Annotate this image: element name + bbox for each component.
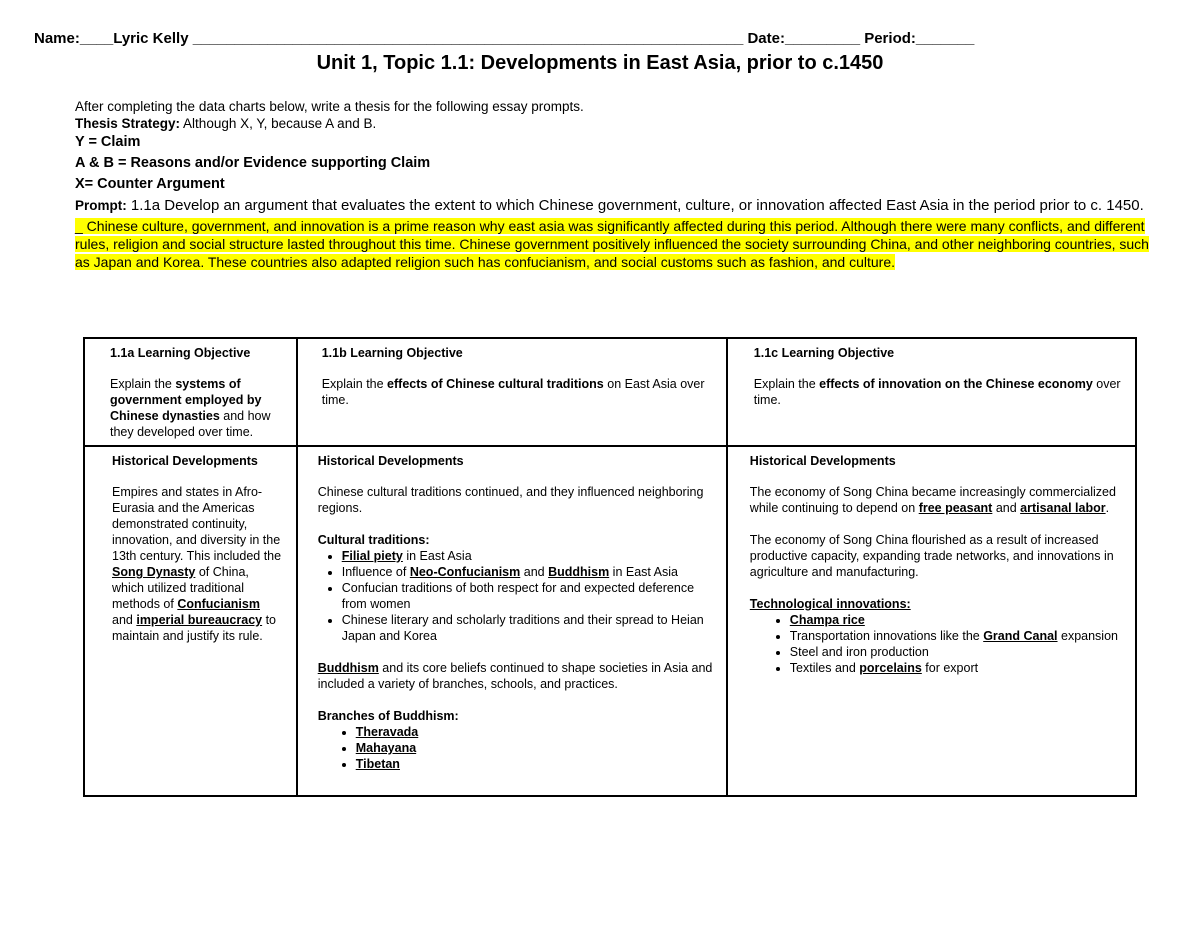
key-term: Buddhism: [317, 661, 379, 675]
list-item: • Theravada: [356, 724, 714, 740]
list-item: [790, 660, 1123, 676]
objective-key-phrase: effects of innovation on the Chinese economy: [819, 377, 1093, 391]
list-item: [342, 564, 714, 580]
text-part: Transportation innovations like the: [789, 629, 984, 643]
text-part: for export: [921, 661, 979, 675]
economy-growth-paragraph: The economy of Song China flourished as a result of increased productive capacity, expanding trade networks, and innovations in agriculture and manufacturing.: [749, 533, 1114, 579]
objective-text-part: on East Asia over time.: [321, 377, 705, 407]
branches-list: [318, 724, 714, 772]
objective-key-phrase: systems of government employed by Chinese dynasties: [110, 377, 262, 423]
text-part: Textiles and: [789, 661, 860, 675]
x-definition: X= Counter Argument: [75, 176, 225, 192]
text-part: to maintain and justify its rule.: [112, 613, 277, 643]
text-part: of China, which utilized traditional methods of: [112, 565, 249, 611]
objective-text-part: Explain the: [753, 377, 820, 391]
objective-heading: 1.1b Learning Objective: [321, 346, 463, 360]
list-item: [790, 628, 1123, 644]
key-term: imperial bureaucracy: [136, 613, 263, 627]
intro-section: [75, 98, 1160, 271]
thesis-strategy: [75, 115, 1160, 132]
economy-paragraph: [750, 484, 1123, 516]
objective-key-phrase: effects of Chinese cultural traditions: [387, 377, 604, 391]
objective-cell-b: [297, 338, 727, 446]
key-term: Grand Canal: [983, 629, 1058, 643]
list-item: • Mahayana: [356, 740, 714, 756]
developments-heading: Historical Developments: [317, 454, 464, 468]
developments-cell-c: [727, 446, 1136, 796]
objective-text-part: over time.: [753, 377, 1121, 407]
objective-text: [322, 376, 714, 408]
text-part: Empires and states in Afro-Eurasia and the Americas demonstrated continuity, innovation, and diversity in the 13th century. This included the: [112, 485, 282, 563]
strategy-text: Although X, Y, because A and B.: [180, 116, 377, 131]
branches-heading: Branches of Buddhism:: [317, 709, 459, 723]
list-item: [342, 548, 714, 564]
cultural-traditions-list: [318, 548, 714, 644]
list-item: • Steel and iron production: [790, 644, 1123, 660]
tech-innovations-heading: Technological innovations:: [749, 597, 911, 611]
cultural-traditions-heading: Cultural traditions:: [317, 533, 430, 547]
name-date-period-line: Name:____Lyric Kelly __________________________________________________________________ Date:_________ Period:_______: [34, 30, 975, 47]
key-term: Song Dynasty: [112, 565, 196, 579]
key-term: Confucianism: [177, 597, 260, 611]
buddhism-paragraph: [318, 660, 714, 692]
ab-definition: A & B = Reasons and/or Evidence supporting Claim: [75, 155, 431, 171]
objective-heading: 1.1a Learning Objective: [110, 346, 251, 360]
list-item: • Confucian traditions of both respect for and expected deference from women: [342, 580, 714, 612]
list-item: • Chinese literary and scholarly traditions and their spread to Heian Japan and Korea: [342, 612, 714, 644]
key-term: Filial piety: [341, 549, 403, 563]
text-part: and: [992, 501, 1021, 515]
text-part: Influence of: [341, 565, 410, 579]
objectives-row: [84, 338, 1136, 446]
y-definition: Y = Claim: [75, 134, 141, 150]
essay-prompt: [75, 196, 1160, 216]
text-part: and: [112, 613, 137, 627]
text-part: and its core beliefs continued to shape societies in Asia and included a variety of branches, schools, and practices.: [317, 661, 713, 691]
thesis-answer: _ Chinese culture, government, and innovation is a prime reason why east asia was significantly affected during this period. Although there were many conflicts, and different rules, religion and social structure lasted throughout this time. Chinese government positively influenced the society surrounding China, and other neighboring countries, such as Japan and Korea. These countries also adapted religion such has confucianism, and social customs such as fashion, and culture.: [75, 218, 1149, 270]
developments-row: [84, 446, 1136, 796]
objective-text-part: Explain the: [110, 377, 176, 391]
developments-cell-b: [297, 446, 727, 796]
prompt-text: 1.1a Develop an argument that evaluates the extent to which Chinese government, culture, or innovation affected East Asia in the period prior to c. 1450.: [126, 197, 1144, 214]
developments-text: [112, 484, 284, 644]
developments-intro: Chinese cultural traditions continued, and they influenced neighboring regions.: [317, 485, 704, 515]
text-part: in East Asia: [609, 565, 678, 579]
instructions-text: After completing the data charts below, write a thesis for the following essay prompts.: [75, 99, 584, 114]
text-part: and: [520, 565, 549, 579]
data-chart-table: [83, 337, 1137, 797]
objective-cell-a: [84, 338, 297, 446]
objective-heading: 1.1c Learning Objective: [753, 346, 895, 360]
list-item: • Champa rice: [790, 612, 1123, 628]
list-item: • Tibetan: [356, 756, 714, 772]
objective-text-part: Explain the: [321, 377, 388, 391]
text-part: in East Asia: [402, 549, 472, 563]
text-part: The economy of Song China became increasingly commercialized while continuing to depend on: [749, 485, 1116, 515]
prompt-label: Prompt:: [75, 198, 127, 213]
developments-heading: Historical Developments: [112, 454, 258, 468]
objective-text-part: and how they developed over time.: [110, 409, 271, 439]
text-part: .: [1105, 501, 1110, 515]
key-term: free peasant: [918, 501, 993, 515]
key-term: Buddhism: [548, 565, 610, 579]
objective-text: [110, 376, 284, 440]
objective-text: [754, 376, 1123, 408]
key-term: artisanal labor: [1020, 501, 1106, 515]
key-term: Neo-Confucianism: [409, 565, 521, 579]
developments-cell-a: [84, 446, 297, 796]
page-title: Unit 1, Topic 1.1: Developments in East Asia, prior to c.1450: [316, 52, 884, 74]
developments-heading: Historical Developments: [749, 454, 896, 468]
strategy-label: Thesis Strategy:: [75, 116, 181, 131]
tech-innovations-list: [750, 612, 1123, 676]
text-part: expansion: [1057, 629, 1118, 643]
key-term: porcelains: [859, 661, 922, 675]
objective-cell-c: [727, 338, 1136, 446]
